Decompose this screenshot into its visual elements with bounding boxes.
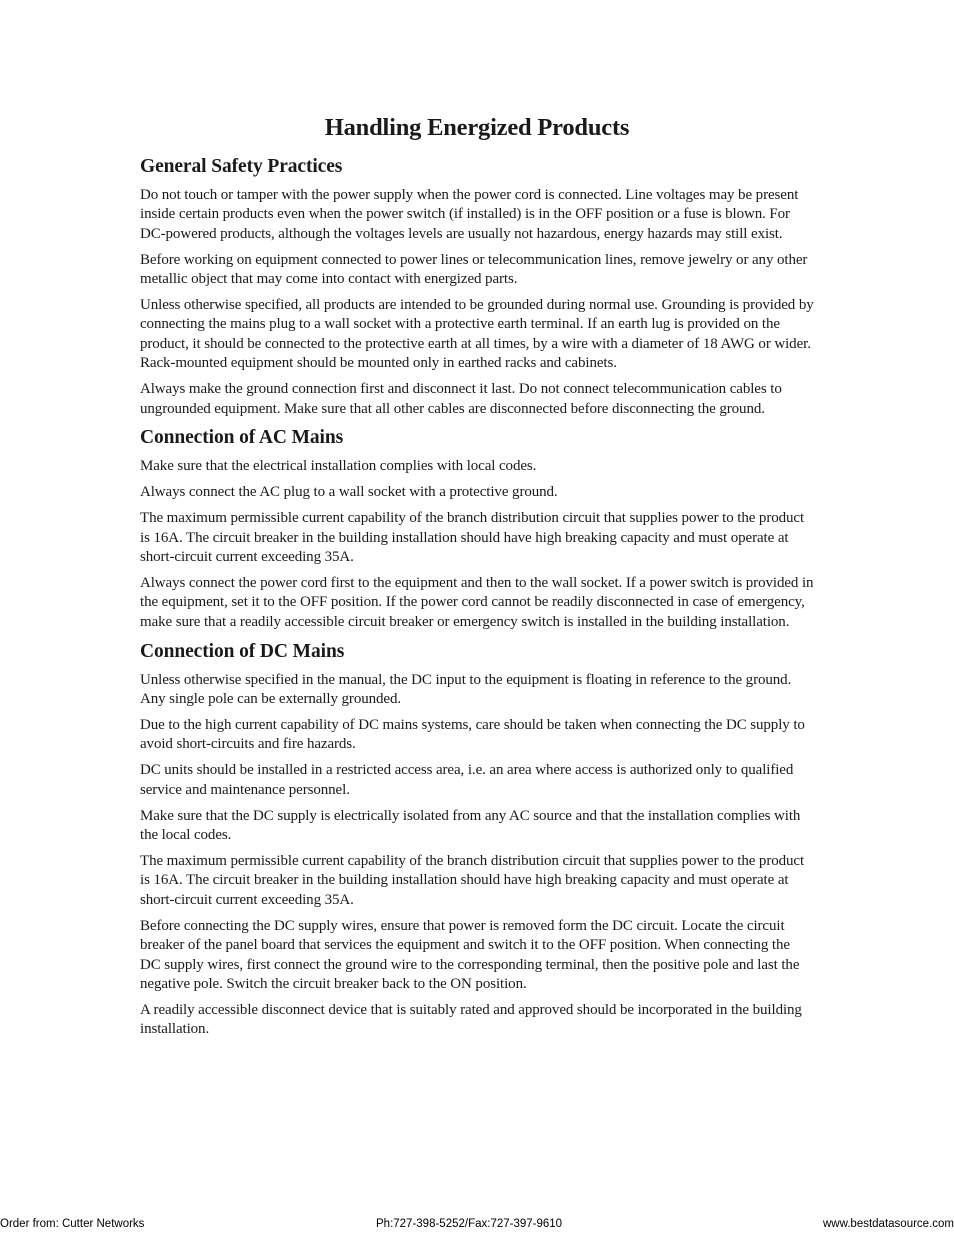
section-connection-of-ac-mains: [140, 425, 814, 632]
footer-vendor: Order from: Cutter Networks: [0, 1218, 145, 1230]
footer-phone-fax: Ph:727-398-5252/Fax:727-397-9610: [376, 1218, 563, 1230]
paragraph: Make sure that the DC supply is electrically isolated from any AC source and that the installation complies with the local codes.: [140, 807, 801, 844]
paragraph: Always make the ground connection first and disconnect it last. Do not connect telecommunication cables to ungrounded equipment. Make sure that all other cables are disconnected before disconnecting the ground.: [140, 381, 782, 417]
page-footer: [0, 1218, 954, 1232]
paragraph: The maximum permissible current capability of the branch distribution circuit that supplies power to the product is 16A. The circuit breaker in the building installation should have high breaking capacity and must operate at short-circuit current exceeding 35A.: [140, 510, 805, 566]
paragraph: Unless otherwise specified, all products are intended to be grounded during normal use. Grounding is provided by connecting the mains plug to a wall socket with a protective earth terminal. If an earth lug is provided on the product, it should be connected to the protective earth at all times, by a wire with a diameter of 18 AWG or wider. Rack-mounted equipment should be mounted only in earthed racks and cabinets.: [140, 297, 814, 372]
paragraph: Before connecting the DC supply wires, ensure that power is removed form the DC circuit. Locate the circuit breaker of the panel board that services the equipment and switch it to the OFF position. When connecting the DC supply wires, first connect the ground wire to the corresponding terminal, then the positive pole and last the negative pole. Switch the circuit breaker back to the ON position.: [140, 917, 800, 992]
section-connection-of-dc-mains: [140, 639, 814, 1040]
paragraph: DC units should be installed in a restricted access area, i.e. an area where access is authorized only to qualified service and maintenance personnel.: [140, 762, 794, 798]
section-heading: Connection of DC Mains: [140, 640, 345, 662]
footer-website: www.bestdatasource.com: [822, 1218, 954, 1230]
paragraph: The maximum permissible current capability of the branch distribution circuit that supplies power to the product is 16A. The circuit breaker in the building installation should have high breaking capacity and must operate at short-circuit current exceeding 35A.: [140, 852, 805, 908]
section-heading: General Safety Practices: [140, 156, 343, 177]
section-heading: Connection of AC Mains: [140, 427, 344, 449]
paragraph: A readily accessible disconnect device that is suitably rated and approved should be incorporated in the building installation.: [140, 1001, 802, 1038]
paragraph: Due to the high current capability of DC mains systems, care should be taken when connecting the DC supply to avoid short-circuits and fire hazards.: [140, 717, 805, 753]
paragraph: Do not touch or tamper with the power supply when the power cord is connected. Line voltages may be present inside certain products even when the power switch (if installed) is in the OFF position or a fuse is blown. For DC-powered products, although the voltages levels are usually not hazardous, energy hazards may still exist.: [140, 187, 799, 242]
section-general-safety-practices: [140, 154, 814, 419]
paragraph: Before working on equipment connected to power lines or telecommunication lines, remove jewelry or any other metallic object that may come into contact with energized parts.: [140, 251, 808, 288]
paragraph: Unless otherwise specified in the manual, the DC input to the equipment is floating in reference to the ground. Any single pole can be externally grounded.: [140, 671, 792, 708]
page-content: [140, 112, 814, 1046]
paragraph: Always connect the AC plug to a wall socket with a protective ground.: [140, 484, 558, 501]
paragraph: Make sure that the electrical installation complies with local codes.: [140, 458, 537, 475]
paragraph: Always connect the power cord first to the equipment and then to the wall socket. If a power switch is provided in the equipment, set it to the OFF position. If the power cord cannot be readily disconnected in case of emergency, make sure that a readily accessible circuit breaker or emergency switch is installed in the building installation.: [140, 575, 814, 630]
page-title: Handling Energized Products: [324, 114, 630, 141]
